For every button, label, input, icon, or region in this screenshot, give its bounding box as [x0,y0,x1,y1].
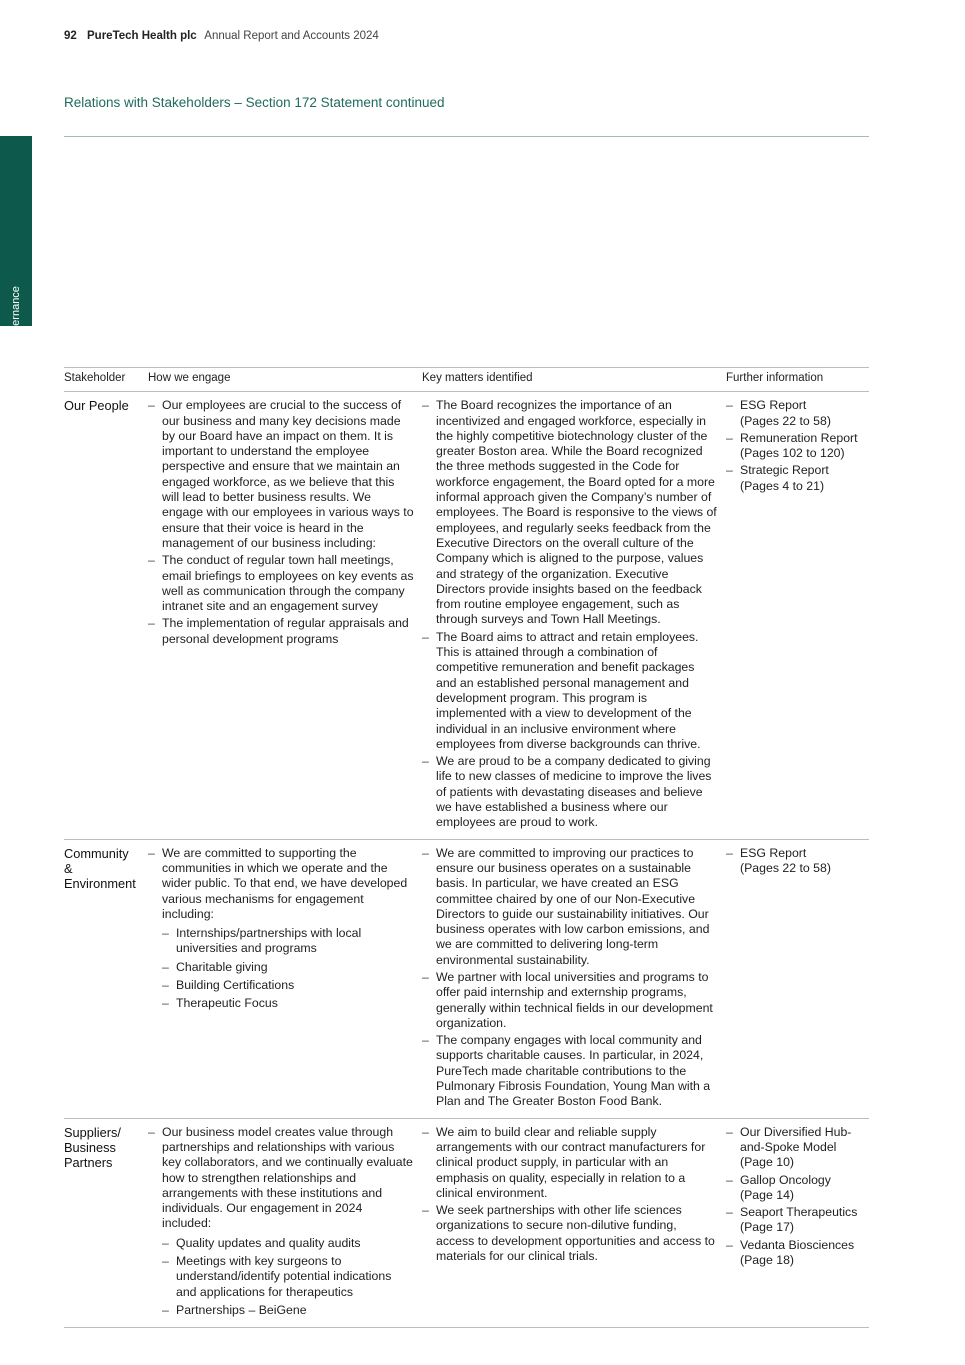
list-item [148,1125,414,1319]
matters-cell [422,1118,726,1328]
engage-cell [148,839,422,1118]
stakeholder-cell: Suppliers/ Business Partners [64,1118,148,1328]
stakeholder-cell: Our People [64,392,148,839]
list-item [726,431,861,462]
table-row [64,839,869,1118]
sub-list-item: – Charitable giving [162,960,414,975]
reference-title: – ESG Report [740,398,807,413]
company-name: PureTech Health plc [87,30,197,42]
list-item: – We seek partnerships with other life sciences organizations to secure non-dilutive funding, access to development opportunities and access to materials for our clinical trials. [422,1203,718,1264]
sub-list-item: – Building Certifications [162,978,414,993]
matters-list [422,1125,718,1265]
sub-list-item: – Quality updates and quality audits [162,1236,414,1251]
further-info-cell [726,1118,869,1328]
list-item: – Gallop Oncology (Page 14) [726,1173,861,1204]
list-item: – We are proud to be a company dedicated to giving life to new classes of medicine to improve the lives of patients with devastating diseases and believe we have established a business where our employees are proud to work. [422,754,718,830]
side-tab [0,136,32,346]
list-item [726,398,861,429]
engage-cell [148,1118,422,1328]
sub-list-item: – Meetings with key surgeons to understand/identify potential indications and applications for therapeutics [162,1254,414,1300]
sub-list-item: – Partnerships – BeiGene [162,1303,414,1318]
engage-cell [148,392,422,839]
sub-list [162,926,414,1011]
sub-list [162,1236,414,1318]
matters-list [422,398,718,830]
engage-list [148,1125,414,1319]
further-info-list [726,398,861,494]
sub-list-item: – Internships/partnerships with local universities and programs [162,926,414,957]
list-item-text: We are committed to supporting the communities in which we operate and the wider public. To that end, we have developed various mechanisms for engagement including: [162,845,408,921]
list-item: – The Board recognizes the importance of an incentivized and engaged workforce, especially in the highly competitive biotechnology cluster of the greater Boston area. While the Board recognized the three methods suggested in the Code for workforce engagement, the Board opted for a more informal approach given the Company’s number of employees. The Board is responsive to the views of employees, and regularly seeks feedback from the Executive Directors on the overall culture of the Company which is aligned to the purpose, values and strategy of the organization. Executive Directors provide insights based on the feedback from routine employee engagement, such as through surveys and Town Hall Meetings. [422,398,718,627]
page-header [64,30,379,42]
stakeholder-table [64,367,869,1328]
further-info-cell [726,392,869,839]
list-item: – Seaport Therapeutics (Page 17) [726,1205,861,1236]
matters-cell [422,392,726,839]
table-header-row [64,368,869,392]
list-item: – Vedanta Biosciences (Page 18) [726,1238,861,1269]
reference-pages: (Pages 22 to 58) [740,860,831,875]
list-item: – The company engages with local community and supports charitable causes. In particular, in 2024, PureTech made charitable contributions to the Pulmonary Fibrosis Foundation, Young Man with a Plan and The Greater Boston Food Bank. [422,1033,718,1109]
reference-title: – Strategic Report [740,463,829,478]
list-item [148,846,414,1012]
list-item-text: Our business model creates value through partnerships and relationships with various key collaborators, and we continually evaluate how to strengthen relationships and arrangements with these institutions and individuals. Our engagement in 2024 included: [162,1124,413,1231]
list-item [726,846,861,877]
header-divider [64,136,869,137]
list-item: – The Board aims to attract and retain employees. This is attained through a combination of competitive remuneration and benefit packages and an established personal management and development program. This program is implemented with a view to development of the individual in an inclusive environment where employees from diverse backgrounds can thrive. [422,630,718,752]
engage-list [148,398,414,647]
column-header: How we engage [148,368,422,392]
list-item: – Our Diversified Hub-and-Spoke Model (Page 10) [726,1125,861,1171]
list-item: – We are committed to improving our practices to ensure our business operates on a sustainable basis. In particular, we have created an ESG committee chaired by one of our Non-Executive Directors to guide our sustainability initiatives. Our business operates with low carbon emissions, and we are committed to delivering long-term environmental sustainability. [422,846,718,968]
side-tab-label: Governance [10,286,22,346]
reference-pages: (Pages 4 to 21) [740,478,825,493]
reference-title: – Remuneration Report [740,430,858,445]
table-row [64,392,869,839]
reference-pages: (Pages 22 to 58) [740,413,831,428]
list-item: – Our employees are crucial to the success of our business and many key decisions made by our Board have an impact on them. It is important to understand the employee perspective and ensure that we maintain an engaged workforce, as we believe that this will lead to better business results. We engage with our employees in various ways to ensure that their voice is heard in the management of our business including: [148,398,414,551]
further-info-list [726,846,861,877]
list-item: – The implementation of regular appraisals and personal development programs [148,616,414,647]
list-item: – We partner with local universities and programs to offer paid internship and externship programs, generally within technical fields in our development organization. [422,970,718,1031]
reference-pages: (Pages 102 to 120) [740,446,845,461]
table-row [64,1118,869,1328]
reference-title: – ESG Report [740,845,807,860]
further-info-cell [726,839,869,1118]
column-header: Stakeholder [64,368,148,392]
section-title: Relations with Stakeholders – Section 172 Statement continued [64,95,445,110]
stakeholder-cell: Community & Environment [64,839,148,1118]
list-item: – The conduct of regular town hall meetings, email briefings to employees on key events as well as communication through the company intranet site and an engagement survey [148,553,414,614]
further-info-list [726,1125,861,1269]
list-item [726,463,861,494]
engage-list [148,846,414,1012]
report-title: Annual Report and Accounts 2024 [204,30,379,42]
matters-cell [422,839,726,1118]
column-header: Key matters identified [422,368,726,392]
matters-list [422,846,718,1110]
page-number: 92 [64,30,77,42]
list-item: – We aim to build clear and reliable supply arrangements with our contract manufacturers for clinical product supply, in particular with an emphasis on quality, especially in relation to a clinical environment. [422,1125,718,1201]
column-header: Further information [726,368,869,392]
sub-list-item: – Therapeutic Focus [162,996,414,1011]
